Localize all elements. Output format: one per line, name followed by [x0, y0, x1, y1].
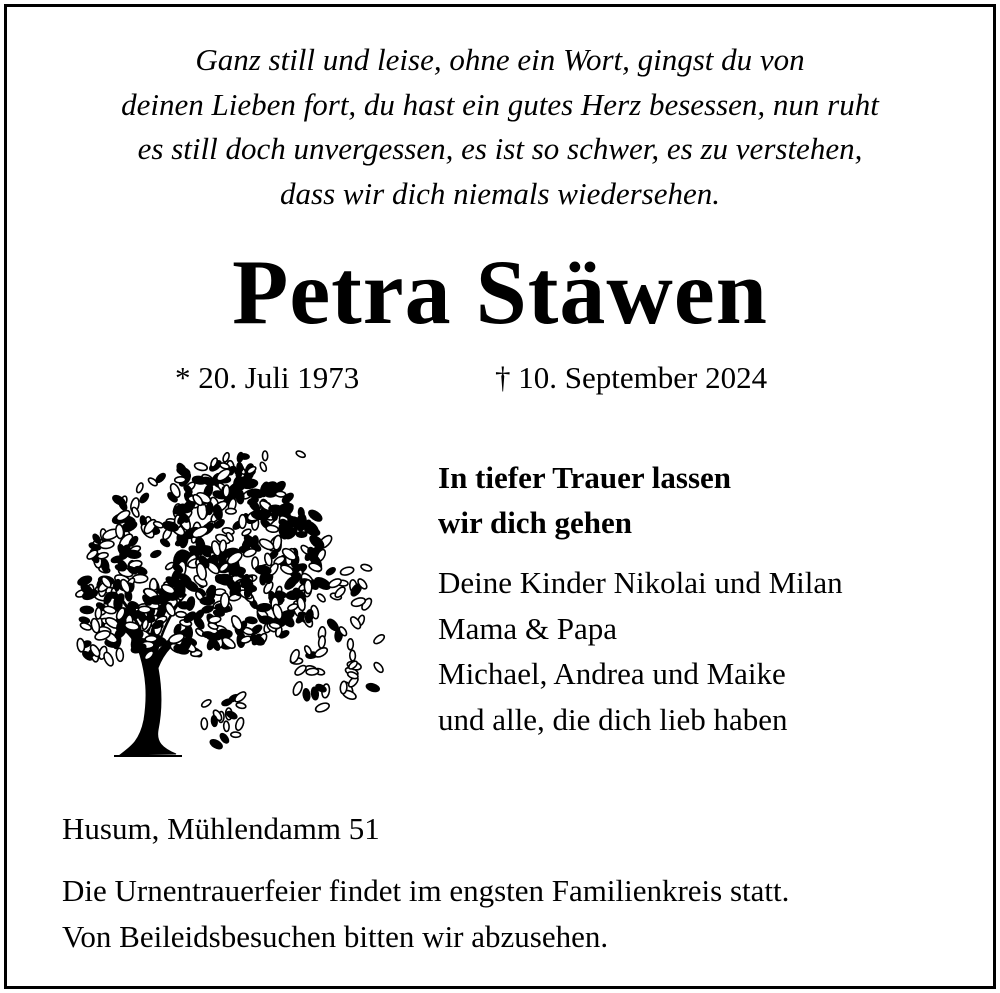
- verse-line-2: deinen Lieben fort, du hast ein gutes Herz besessen, nun ruht: [121, 86, 879, 122]
- notice-line-2: Von Beileidsbesuchen bitten wir abzusehen.: [62, 918, 609, 954]
- heading-line-2: wir dich gehen: [438, 505, 633, 540]
- funeral-notice: [62, 868, 789, 959]
- mourning-heading: [438, 455, 978, 545]
- address: Husum, Mühlendamm 51: [62, 811, 380, 846]
- verse-line-3: es still doch unvergessen, es ist so schwer, es zu verstehen,: [137, 131, 863, 166]
- deceased-name: Petra Stäwen: [232, 241, 768, 343]
- verse-line-4: dass wir dich niemals wiedersehen.: [280, 175, 720, 211]
- verse-line-1: Ganz still und leise, ohne ein Wort, gingst du von: [195, 42, 805, 77]
- memorial-verse: [0, 38, 1000, 216]
- mourner-line-2: Mama & Papa: [438, 610, 618, 646]
- mourner-line-3: Michael, Andrea und Maike: [438, 656, 786, 691]
- notice-line-1: Die Urnentrauerfeier findet im engsten Familienkreis statt.: [62, 873, 790, 908]
- birth-date: * 20. Juli 1973: [175, 360, 360, 395]
- tree-icon: [62, 450, 392, 770]
- mourner-line-4: und alle, die dich lieb haben: [438, 701, 788, 737]
- death-date: † 10. September 2024: [495, 360, 768, 395]
- mourners-block: [438, 455, 978, 742]
- mourners-list: [438, 560, 978, 742]
- mourner-line-1: Deine Kinder Nikolai und Milan: [438, 565, 843, 600]
- heading-line-1: In tiefer Trauer lassen: [438, 460, 732, 495]
